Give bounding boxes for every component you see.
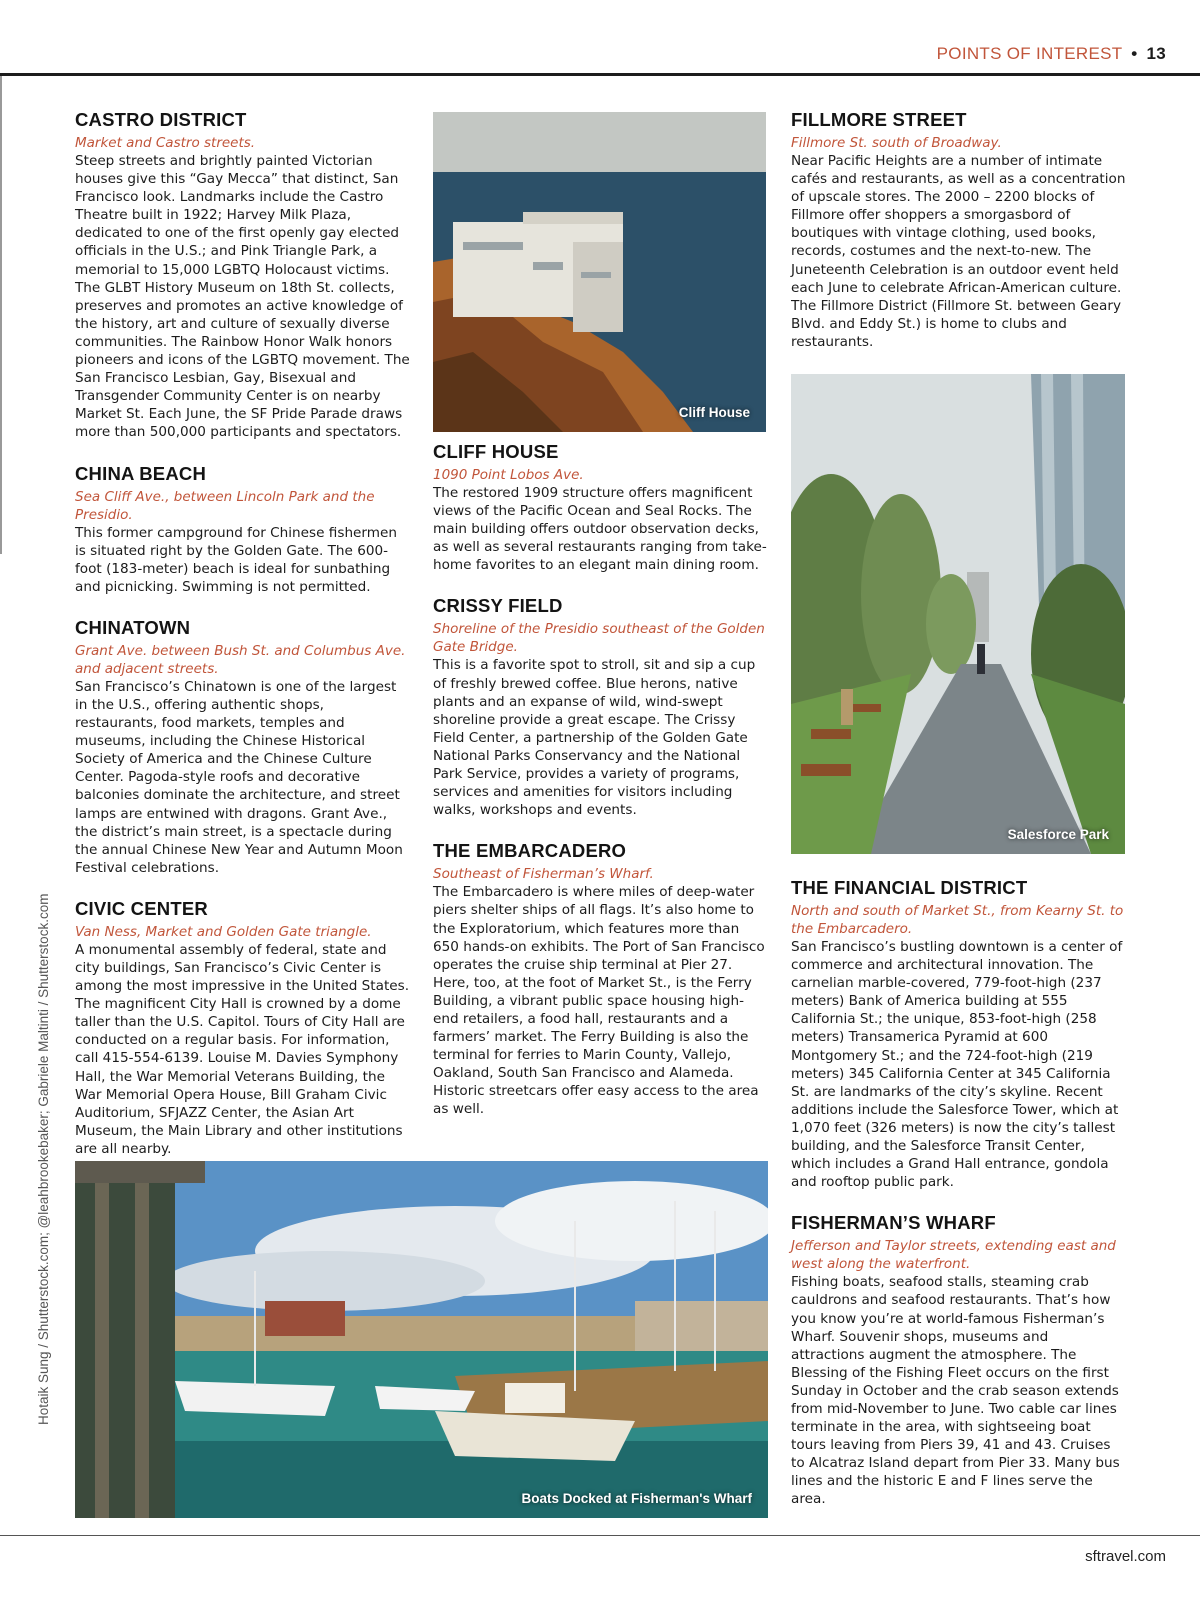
entry-chinatown [75, 616, 410, 877]
entry-cliff-house [433, 440, 768, 574]
entry-body: This is a favorite spot to stroll, sit and sip a cup of freshly brewed coffee. Blue herons, native plants and an expanse of wild, wind-swept shoreline provide a great escape. The Crissy Field Center, a partnership of the Golden Gate National Parks Conservancy and the National Park Service, provides a variety of programs, services and amenities for visitors including walks, workshops and events. [433, 657, 756, 819]
entry-body: The restored 1909 structure offers magnificent views of the Pacific Ocean and Seal Rocks. The main building offers outdoor observation decks, as well as several restaurants ranging from take-home favorites to an elegant main dining room. [433, 485, 767, 574]
entry-body: San Francisco’s bustling downtown is a center of commerce and architectural innovation. The carnelian marble-covered, 779-foot-high (237 meters) Bank of America building at 555 California St.; the unique, 853-foot-high (258 meters) Transamerica Pyramid at 600 Montgomery St.; and the 724-foot-high (219 meters) 345 California Center at 345 California St. are landmarks of the city’s skyline. Recent additions include the Salesforce Tower, which at 1,070 feet (326 meters) is now the city’s tallest building, and the Salesforce Transit Center, which includes a Grand Hall entrance, gondola and rooftop public park. [791, 939, 1123, 1191]
entry-location: Jefferson and Taylor streets, extending east and west along the waterfront. [791, 1238, 1116, 1273]
column-3-top [791, 108, 1126, 371]
entry-body: San Francisco’s Chinatown is one of the largest in the U.S., offering authentic shops, restaurants, food markets, temples and museums, including the Chinese Historical Society of America and the Chinese Culture Center. Pagoda-style roofs and decorative balconies dominate the architecture, and street lamps are entwined with dragons. Grant Ave., the district’s main street, is a spectacle during the annual Chinese New Year and Autumn Moon Festival celebrations. [75, 678, 403, 876]
entry-title: CLIFF HOUSE [433, 441, 559, 462]
salesforce-park-illustration [791, 374, 1125, 854]
entry-title: CHINATOWN [75, 616, 191, 638]
entry-body: Fishing boats, seafood stalls, steaming crab cauldrons and seafood restaurants. That’s how you know you’re at world-famous Fisherman’s Wharf. Souvenir shops, museums and attractions augment the atmosphere. The Blessing of the Fishing Fleet occurs on the first Sunday in October and the crab season extends from mid-November to June. Two cable car lines terminate in the area, with sightseeing boat tours leaving from Piers 39, 41 and 43. Cruises to Alcatraz Island depart from Pier 33. Many bus lines and the historic E and F lines serve the area. [791, 1274, 1120, 1508]
entry-body: A monumental assembly of federal, state and city buildings, San Francisco’s Civic Center is among the most impressive in the United States. The magnificent City Hall is crowned by a dome taller than the U.S. Capitol. Tours of City Hall are conducted on a regular basis. For information, call 415-554-6139. Louise M. Davies Symphony Hall, the War Memorial Veterans Building, the War Memorial Opera House, Bill Graham Civic Auditorium, SFJAZZ Center, the Asian Art Museum, the Main Library and other institutions are all nearby. [75, 941, 410, 1157]
fishermans-wharf-photo [75, 1161, 768, 1518]
entry-title: FILLMORE STREET [791, 109, 967, 130]
entry-location: Sea Cliff Ave., between Lincoln Park and the Presidio. [75, 488, 375, 523]
header-separator: • [1131, 44, 1138, 63]
cliff-house-photo [433, 112, 766, 432]
entry-title: THE FINANCIAL DISTRICT [791, 877, 1028, 898]
entry-body: The Embarcadero is where miles of deep-water piers shelter ships of all flags. It’s also home to the Exploratorium, which features more than 650 hands-on exhibits. The Port of San Francisco operates the cruise ship terminal at Pier 27. Here, too, at the foot of Market St., is the Ferry Building, a vibrant public space housing high-end retailers, a food hall, restaurants and a farmers’ market. The Ferry Building is also the terminal for ferries to Marin County, Vallejo, Oakland, South San Francisco and Alameda. Historic streetcars offer easy access to the area as well. [433, 884, 765, 1118]
column-1 [75, 108, 410, 1178]
entry-location: Shoreline of the Presidio southeast of the Golden Gate Bridge. [433, 621, 765, 656]
entry-body: Steep streets and brightly painted Victorian houses give this “Gay Mecca” that distinct, San Francisco look. Landmarks include the Castro Theatre built in 1922; Harvey Milk Plaza, dedicated to one of the first openly gay elected officials in the U.S.; and Pink Triangle Park, a memorial to 15,000 LGBTQ Holocaust victims. The GLBT History Museum on 18th St. collects, preserves and promotes an active knowledge of the history, art and culture of sexually diverse communities. The Rainbow Honor Walk honors pioneers and icons of the LGBTQ movement. The San Francisco Lesbian, Gay, Bisexual and Transgender Community Center is on nearby Market St. Each June, the SF Pride Parade draws more than 500,000 participants and spectators. [75, 153, 410, 441]
entry-location: Grant Ave. between Bush St. and Columbus Ave. and adjacent streets. [75, 642, 406, 677]
footer-website: sftravel.com [1085, 1548, 1166, 1565]
entry-title: THE EMBARCADERO [433, 840, 627, 862]
entry-location: Southeast of Fisherman’s Wharf. [433, 866, 654, 883]
photo-caption: Boats Docked at Fisherman's Wharf [521, 1491, 752, 1506]
entry-location: Market and Castro streets. [75, 135, 256, 151]
photo-caption: Salesforce Park [1007, 827, 1109, 842]
footer-rule [0, 1535, 1200, 1536]
salesforce-park-photo [791, 374, 1125, 854]
entry-location: Van Ness, Market and Golden Gate triangle. [75, 923, 372, 940]
entry-location: Fillmore St. south of Broadway. [791, 135, 1002, 151]
photo-credit: Hotaik Sung / Shutterstock.com; @leahbrookebaker; Gabriele Maltinti / Shutterstock.com [36, 893, 51, 1425]
entry-castro-district [75, 108, 410, 442]
entry-location: 1090 Point Lobos Ave. [433, 467, 584, 483]
entry-title: CRISSY FIELD [433, 595, 563, 617]
entry-body: Near Pacific Heights are a number of intimate cafés and restaurants, as well as a concentration of upscale stores. The 2000 – 2200 blocks of Fillmore offer shoppers a smorgasbord of boutiques with vintage clothing, used books, records, costumes and the next-to-new. The Juneteenth Celebration is an outdoor event held each June to celebrate African-American culture. The Fillmore District (Fillmore St. between Geary Blvd. and Eddy St.) is home to clubs and restaurants. [791, 153, 1126, 350]
entry-title: CHINA BEACH [75, 462, 207, 484]
entry-title: CIVIC CENTER [75, 897, 208, 919]
entry-body: This former campground for Chinese fishermen is situated right by the Golden Gate. The 600-foot (183-meter) beach is ideal for sunbathing and picnicking. Swimming is not permitted. [75, 524, 397, 595]
header-rule [0, 73, 1200, 76]
column-3-bottom [791, 876, 1126, 1529]
entry-title: FISHERMAN’S WHARF [791, 1212, 996, 1234]
page-number: 13 [1146, 44, 1166, 63]
entry-fillmore-street [791, 108, 1126, 351]
entry-fishermans-wharf [791, 1211, 1126, 1508]
left-margin-bar [0, 76, 2, 554]
photo-caption: Cliff House [678, 405, 750, 420]
entry-crissy-field [433, 594, 768, 819]
entry-civic-center [75, 897, 410, 1158]
entry-china-beach [75, 462, 410, 596]
section-title: POINTS OF INTEREST [936, 44, 1123, 63]
entry-title: CASTRO DISTRICT [75, 109, 247, 130]
entry-embarcadero [433, 839, 768, 1118]
cliff-house-illustration [433, 112, 766, 432]
page-header [937, 44, 1166, 64]
fishermans-wharf-illustration [75, 1161, 768, 1518]
column-2 [433, 440, 768, 1139]
entry-location: North and south of Market St., from Kearny St. to the Embarcadero. [791, 903, 1124, 937]
entry-financial-district [791, 876, 1126, 1191]
